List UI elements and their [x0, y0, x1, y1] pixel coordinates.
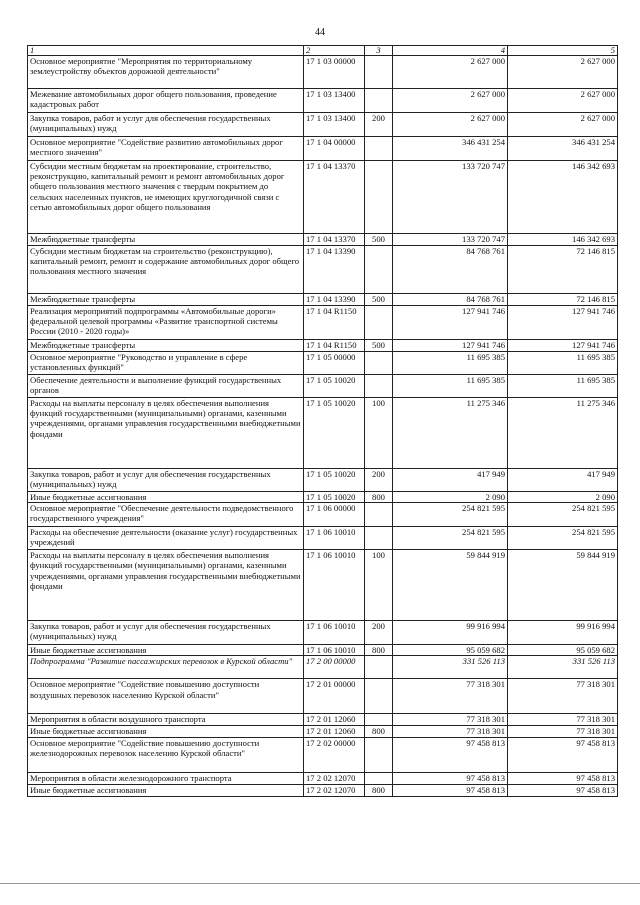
- row-code-cell: 17 1 04 13370: [304, 161, 365, 234]
- row-name-cell: Расходы на выплаты персоналу в целях обеспечения выполнения функций государственными (муниципальными) органами, казенными учреждениями, органами управления государственными внебюджетными фондами: [28, 550, 304, 621]
- header-col-2: 2: [304, 46, 365, 56]
- row-name-cell: Подпрограмма "Развитие пассажирских перевозок в Курской области": [28, 656, 304, 679]
- row-name-cell: Основное мероприятие "Обеспечение деятельности подведомственного государственного учреждения": [28, 503, 304, 527]
- table-row: [28, 503, 618, 527]
- row-code-cell: 17 1 05 10020: [304, 492, 365, 503]
- row-amount-year1-cell: 2 627 000: [393, 56, 508, 89]
- row-expense-type-cell: [365, 772, 393, 784]
- row-amount-year2-cell: 331 526 113: [508, 656, 618, 679]
- row-amount-year1-cell: 2 090: [393, 492, 508, 503]
- table-row: [28, 113, 618, 137]
- row-amount-year1-cell: 59 844 919: [393, 550, 508, 621]
- row-code-cell: 17 1 04 13370: [304, 234, 365, 246]
- table-row: [28, 137, 618, 161]
- row-name-cell: Обеспечение деятельности и выполнение функций государственных органов: [28, 375, 304, 398]
- row-amount-year2-cell: 2 627 000: [508, 89, 618, 113]
- row-amount-year2-cell: 99 916 994: [508, 621, 618, 645]
- row-code-cell: 17 1 04 13390: [304, 246, 365, 294]
- row-amount-year1-cell: 417 949: [393, 469, 508, 492]
- table-header-row: [28, 46, 618, 56]
- table-body: [28, 56, 618, 797]
- row-name-cell: Основное мероприятие "Мероприятия по территориальному землеустройству объектов дорожной деятельности": [28, 56, 304, 89]
- row-amount-year2-cell: 127 941 746: [508, 340, 618, 352]
- row-code-cell: 17 1 06 00000: [304, 503, 365, 527]
- row-name-cell: Субсидии местным бюджетам на строительство (реконструкцию), капитальный ремонт, ремонт и содержание автомобильных дорог общего пользования местного значения: [28, 246, 304, 294]
- row-amount-year2-cell: 11 695 385: [508, 375, 618, 398]
- table-row: [28, 492, 618, 503]
- row-name-cell: Межбюджетные трансферты: [28, 294, 304, 306]
- table-row: [28, 246, 618, 294]
- row-code-cell: 17 1 05 10020: [304, 469, 365, 492]
- row-expense-type-cell: 200: [365, 469, 393, 492]
- row-amount-year1-cell: 133 720 747: [393, 234, 508, 246]
- row-code-cell: 17 2 01 12060: [304, 714, 365, 725]
- row-name-cell: Мероприятия в области воздушного транспорта: [28, 714, 304, 725]
- row-code-cell: 17 1 06 10010: [304, 527, 365, 550]
- row-name-cell: Расходы на обеспечение деятельности (оказание услуг) государственных учреждений: [28, 527, 304, 550]
- row-code-cell: 17 1 04 R1150: [304, 340, 365, 352]
- row-expense-type-cell: [365, 56, 393, 89]
- page-number: 44: [315, 27, 325, 38]
- row-code-cell: 17 1 03 13400: [304, 89, 365, 113]
- row-amount-year1-cell: 11 275 346: [393, 398, 508, 469]
- table-row: [28, 306, 618, 340]
- table-row: [28, 56, 618, 89]
- row-expense-type-cell: [365, 306, 393, 340]
- row-amount-year1-cell: 84 768 761: [393, 246, 508, 294]
- row-code-cell: 17 1 05 00000: [304, 352, 365, 375]
- row-expense-type-cell: [365, 246, 393, 294]
- table-row: [28, 352, 618, 375]
- header-col-5: 5: [508, 46, 618, 56]
- row-expense-type-cell: [365, 527, 393, 550]
- row-expense-type-cell: [365, 375, 393, 398]
- row-name-cell: Закупка товаров, работ и услуг для обеспечения государственных (муниципальных) нужд: [28, 469, 304, 492]
- row-amount-year2-cell: 11 275 346: [508, 398, 618, 469]
- table-row: [28, 234, 618, 246]
- row-code-cell: 17 1 05 10020: [304, 375, 365, 398]
- row-amount-year1-cell: 254 821 595: [393, 503, 508, 527]
- row-expense-type-cell: 200: [365, 113, 393, 137]
- row-amount-year2-cell: 127 941 746: [508, 306, 618, 340]
- row-name-cell: Мероприятия в области железнодорожного транспорта: [28, 772, 304, 784]
- table-row: [28, 294, 618, 306]
- row-expense-type-cell: [365, 137, 393, 161]
- row-expense-type-cell: 800: [365, 645, 393, 656]
- header-col-3: 3: [365, 46, 393, 56]
- row-amount-year2-cell: 254 821 595: [508, 527, 618, 550]
- row-name-cell: Межбюджетные трансферты: [28, 340, 304, 352]
- row-amount-year2-cell: 2 627 000: [508, 113, 618, 137]
- table-row: [28, 784, 618, 796]
- row-amount-year2-cell: 59 844 919: [508, 550, 618, 621]
- row-amount-year2-cell: 95 059 682: [508, 645, 618, 656]
- row-amount-year2-cell: 146 342 693: [508, 234, 618, 246]
- row-code-cell: 17 1 04 R1150: [304, 306, 365, 340]
- row-name-cell: Реализация мероприятий подпрограммы «Автомобильные дороги» федеральной целевой программы «Развитие транспортной системы России (2010 - 2020 годы)»: [28, 306, 304, 340]
- row-expense-type-cell: [365, 89, 393, 113]
- table-row: [28, 645, 618, 656]
- row-expense-type-cell: [365, 161, 393, 234]
- table-row: [28, 656, 618, 679]
- row-amount-year2-cell: 97 458 813: [508, 772, 618, 784]
- row-code-cell: 17 1 03 00000: [304, 56, 365, 89]
- row-amount-year1-cell: 127 941 746: [393, 340, 508, 352]
- row-amount-year2-cell: 2 627 000: [508, 56, 618, 89]
- row-name-cell: Закупка товаров, работ и услуг для обеспечения государственных (муниципальных) нужд: [28, 621, 304, 645]
- row-amount-year1-cell: 77 318 301: [393, 679, 508, 714]
- row-code-cell: 17 2 02 12070: [304, 772, 365, 784]
- row-name-cell: Основное мероприятие "Содействие повышению доступности воздушных перевозок населению Курской области": [28, 679, 304, 714]
- row-expense-type-cell: [365, 714, 393, 725]
- row-amount-year2-cell: 97 458 813: [508, 737, 618, 772]
- row-amount-year1-cell: 11 695 385: [393, 352, 508, 375]
- row-name-cell: Межевание автомобильных дорог общего пользования, проведение кадастровых работ: [28, 89, 304, 113]
- row-expense-type-cell: [365, 503, 393, 527]
- row-amount-year2-cell: 2 090: [508, 492, 618, 503]
- row-amount-year1-cell: 99 916 994: [393, 621, 508, 645]
- table-row: [28, 375, 618, 398]
- header-col-1: 1: [28, 46, 304, 56]
- row-amount-year1-cell: 127 941 746: [393, 306, 508, 340]
- row-expense-type-cell: 100: [365, 550, 393, 621]
- row-expense-type-cell: 500: [365, 234, 393, 246]
- row-code-cell: 17 1 03 13400: [304, 113, 365, 137]
- table-row: [28, 679, 618, 714]
- table-row: [28, 772, 618, 784]
- row-name-cell: Иные бюджетные ассигнования: [28, 784, 304, 796]
- row-code-cell: 17 1 06 10010: [304, 621, 365, 645]
- row-name-cell: Иные бюджетные ассигнования: [28, 492, 304, 503]
- row-amount-year2-cell: 417 949: [508, 469, 618, 492]
- row-code-cell: 17 2 02 00000: [304, 737, 365, 772]
- row-expense-type-cell: 500: [365, 294, 393, 306]
- row-amount-year1-cell: 2 627 000: [393, 89, 508, 113]
- row-name-cell: Основное мероприятие "Содействие развитию автомобильных дорог местного значения": [28, 137, 304, 161]
- row-code-cell: 17 1 05 10020: [304, 398, 365, 469]
- table-row: [28, 398, 618, 469]
- row-name-cell: Закупка товаров, работ и услуг для обеспечения государственных (муниципальных) нужд: [28, 113, 304, 137]
- row-amount-year1-cell: 84 768 761: [393, 294, 508, 306]
- row-amount-year1-cell: 97 458 813: [393, 784, 508, 796]
- row-code-cell: 17 2 00 00000: [304, 656, 365, 679]
- row-name-cell: Иные бюджетные ассигнования: [28, 725, 304, 737]
- row-amount-year2-cell: 346 431 254: [508, 137, 618, 161]
- row-name-cell: Иные бюджетные ассигнования: [28, 645, 304, 656]
- table-row: [28, 714, 618, 725]
- row-expense-type-cell: 100: [365, 398, 393, 469]
- row-amount-year2-cell: 146 342 693: [508, 161, 618, 234]
- row-expense-type-cell: 800: [365, 784, 393, 796]
- row-expense-type-cell: 800: [365, 492, 393, 503]
- row-amount-year1-cell: 97 458 813: [393, 737, 508, 772]
- row-expense-type-cell: 200: [365, 621, 393, 645]
- row-expense-type-cell: [365, 352, 393, 375]
- budget-table: [27, 45, 618, 797]
- row-amount-year1-cell: 133 720 747: [393, 161, 508, 234]
- row-amount-year2-cell: 254 821 595: [508, 503, 618, 527]
- table-row: [28, 621, 618, 645]
- row-amount-year2-cell: 72 146 815: [508, 246, 618, 294]
- row-amount-year1-cell: 95 059 682: [393, 645, 508, 656]
- row-amount-year2-cell: 77 318 301: [508, 679, 618, 714]
- row-amount-year1-cell: 2 627 000: [393, 113, 508, 137]
- row-amount-year2-cell: 11 695 385: [508, 352, 618, 375]
- row-amount-year2-cell: 77 318 301: [508, 714, 618, 725]
- row-amount-year1-cell: 97 458 813: [393, 772, 508, 784]
- table-row: [28, 550, 618, 621]
- row-code-cell: 17 1 06 10010: [304, 550, 365, 621]
- table-row: [28, 161, 618, 234]
- row-code-cell: 17 1 04 00000: [304, 137, 365, 161]
- table-row: [28, 737, 618, 772]
- row-name-cell: Основное мероприятие "Содействие повышению доступности железнодорожных перевозок населению Курской области": [28, 737, 304, 772]
- table-row: [28, 89, 618, 113]
- row-amount-year1-cell: 346 431 254: [393, 137, 508, 161]
- table-row: [28, 725, 618, 737]
- header-col-4: 4: [393, 46, 508, 56]
- row-expense-type-cell: [365, 656, 393, 679]
- table-row: [28, 340, 618, 352]
- row-amount-year1-cell: 77 318 301: [393, 714, 508, 725]
- row-code-cell: 17 2 01 00000: [304, 679, 365, 714]
- row-amount-year1-cell: 11 695 385: [393, 375, 508, 398]
- row-amount-year1-cell: 254 821 595: [393, 527, 508, 550]
- row-amount-year2-cell: 77 318 301: [508, 725, 618, 737]
- row-code-cell: 17 2 01 12060: [304, 725, 365, 737]
- table-row: [28, 527, 618, 550]
- row-code-cell: 17 1 06 10010: [304, 645, 365, 656]
- row-name-cell: Расходы на выплаты персоналу в целях обеспечения выполнения функций государственными (муниципальными) органами, казенными учреждениями, органами управления государственными внебюджетными фондами: [28, 398, 304, 469]
- row-expense-type-cell: 500: [365, 340, 393, 352]
- row-name-cell: Основное мероприятие "Руководство и управление в сфере установленных функций": [28, 352, 304, 375]
- page-bottom-divider: [0, 883, 640, 884]
- row-amount-year1-cell: 77 318 301: [393, 725, 508, 737]
- row-name-cell: Межбюджетные трансферты: [28, 234, 304, 246]
- row-name-cell: Субсидии местным бюджетам на проектирование, строительство, реконструкцию, капитальный ремонт и ремонт автомобильных дорог общего пользования местного значения с твердым покрытием до сельских населенных пунктов, не имеющих круглогодичной связи с сетью автомобильных дорог общего пользования: [28, 161, 304, 234]
- row-expense-type-cell: [365, 737, 393, 772]
- table-row: [28, 469, 618, 492]
- row-amount-year2-cell: 97 458 813: [508, 784, 618, 796]
- row-code-cell: 17 1 04 13390: [304, 294, 365, 306]
- row-code-cell: 17 2 02 12070: [304, 784, 365, 796]
- row-amount-year1-cell: 331 526 113: [393, 656, 508, 679]
- row-expense-type-cell: 800: [365, 725, 393, 737]
- row-expense-type-cell: [365, 679, 393, 714]
- row-amount-year2-cell: 72 146 815: [508, 294, 618, 306]
